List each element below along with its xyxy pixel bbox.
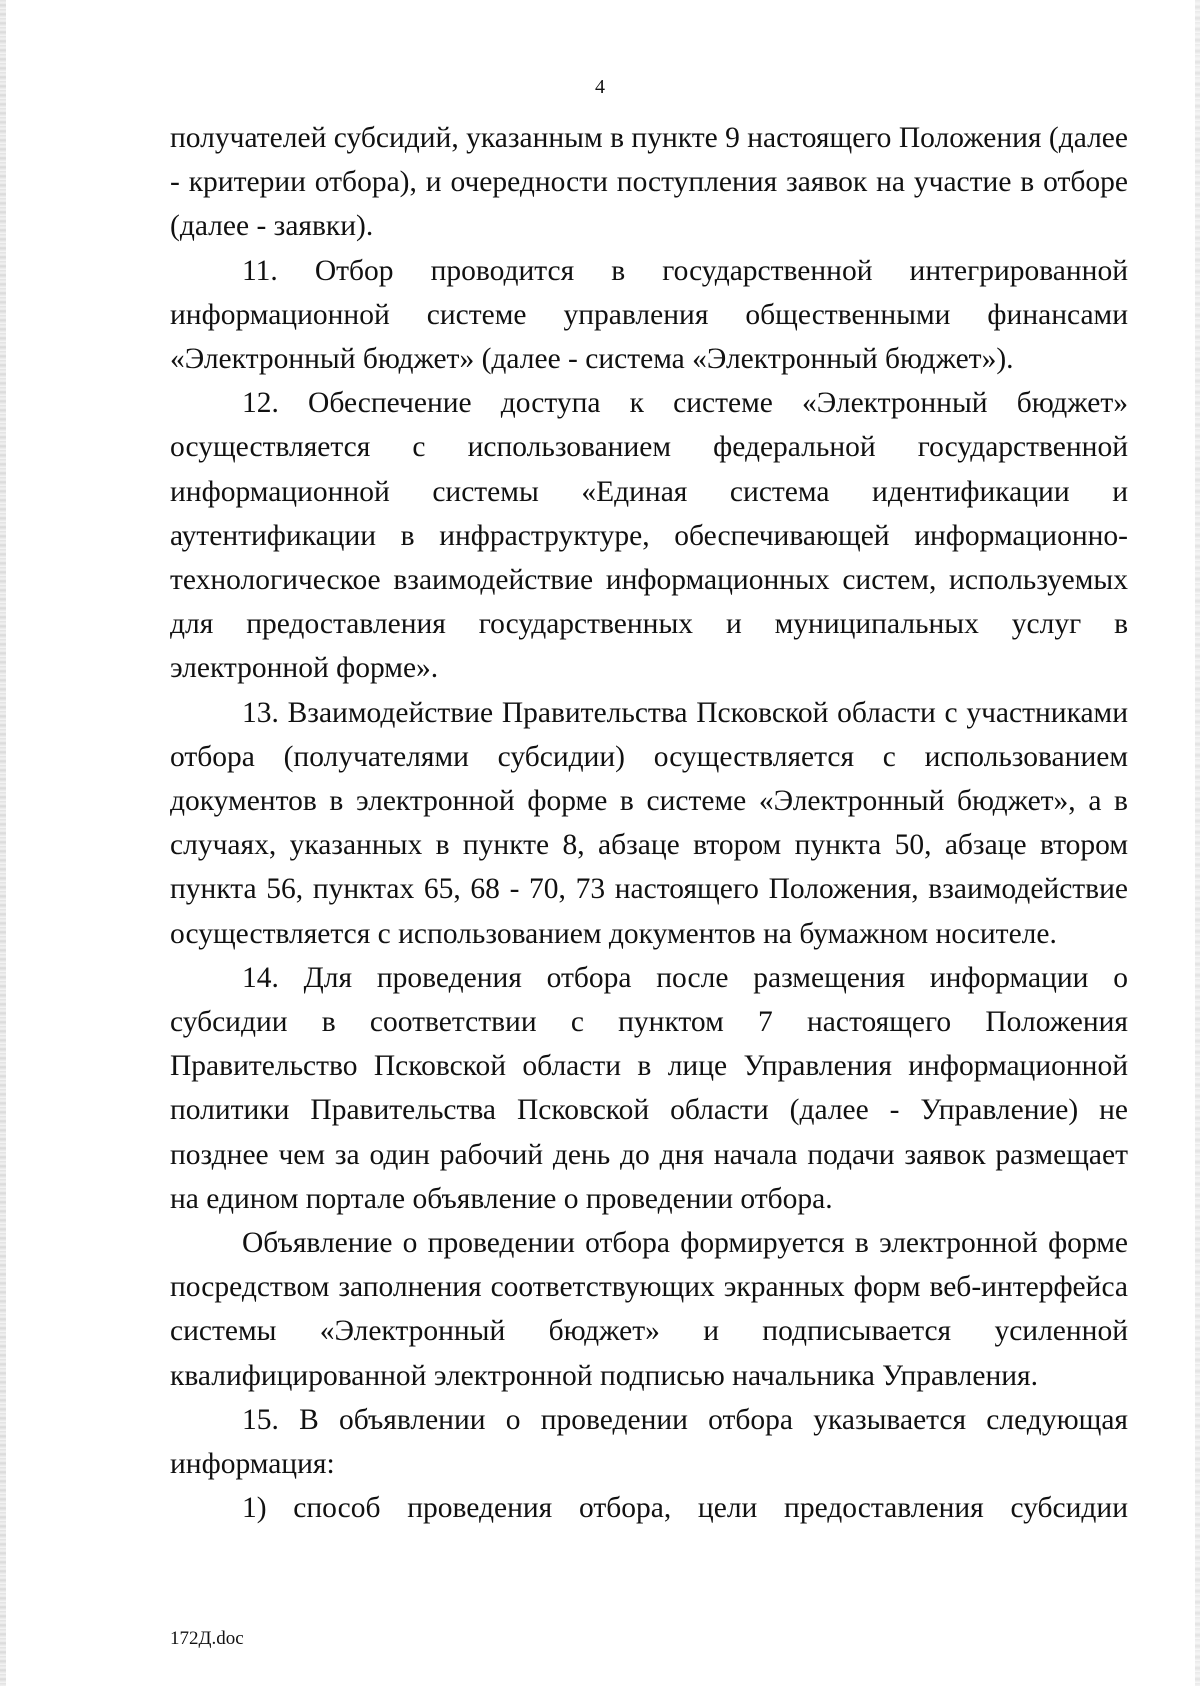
- scan-edge-left: [0, 0, 6, 1686]
- scan-edge-right: [1195, 0, 1200, 1686]
- paragraph-item-12: 12. Обеспечение доступа к системе «Электронный бюджет» осуществляется с использованием федеральной государственной информационной системы «Единая система идентификации и аутентификации в инфраструктуре, обеспечивающей информационно-технологическое взаимодействие информационных систем, используемых для предоставления государственных и муниципальных услуг в электронной форме».: [170, 387, 1128, 685]
- footer-filename: 172Д.doc: [170, 1628, 244, 1649]
- paragraph-item-13: 13. Взаимодействие Правительства Псковской области с участниками отбора (получателями субсидии) осуществляется с использованием документов в электронной форме в системе «Электронный бюджет», а в случаях, указанных в пункте 8, абзаце втором пункта 50, абзаце втором пункта 56, пунктах 65, 68 - 70, 73 настоящего Положения, взаимодействие осуществляется с использованием документов на бумажном носителе.: [170, 696, 1128, 950]
- page-number: 4: [595, 76, 605, 98]
- paragraph-item-15: 15. В объявлении о проведении отбора указывается следующая информация:: [170, 1403, 1128, 1481]
- document-body: [170, 116, 1128, 1531]
- paragraph-item-11: 11. Отбор проводится в государственной интегрированной информационной системе управления общественными финансами «Электронный бюджет» (далее - система «Электронный бюджет»).: [170, 254, 1128, 376]
- paragraph-continuation: получателей субсидий, указанным в пункте 9 настоящего Положения (далее - критерии отбора), и очередности поступления заявок на участие в отборе (далее - заявки).: [170, 122, 1128, 243]
- paragraph-item-14: 14. Для проведения отбора после размещения информации о субсидии в соответствии с пунктом 7 настоящего Положения Правительство Псковской области в лице Управления информационной политики Правительства Псковской области (далее - Управление) не позднее чем за один рабочий день до дня начала подачи заявок размещает на едином портале объявление о проведении отбора.: [170, 961, 1128, 1215]
- paragraph-item-14-announcement: Объявление о проведении отбора формируется в электронной форме посредством заполнения соответствующих экранных форм веб-интерфейса системы «Электронный бюджет» и подписывается усиленной квалифицированной электронной подписью начальника Управления.: [170, 1227, 1128, 1392]
- paragraph-item-15-subitem-1: 1) способ проведения отбора, цели предоставления субсидии: [242, 1492, 1128, 1525]
